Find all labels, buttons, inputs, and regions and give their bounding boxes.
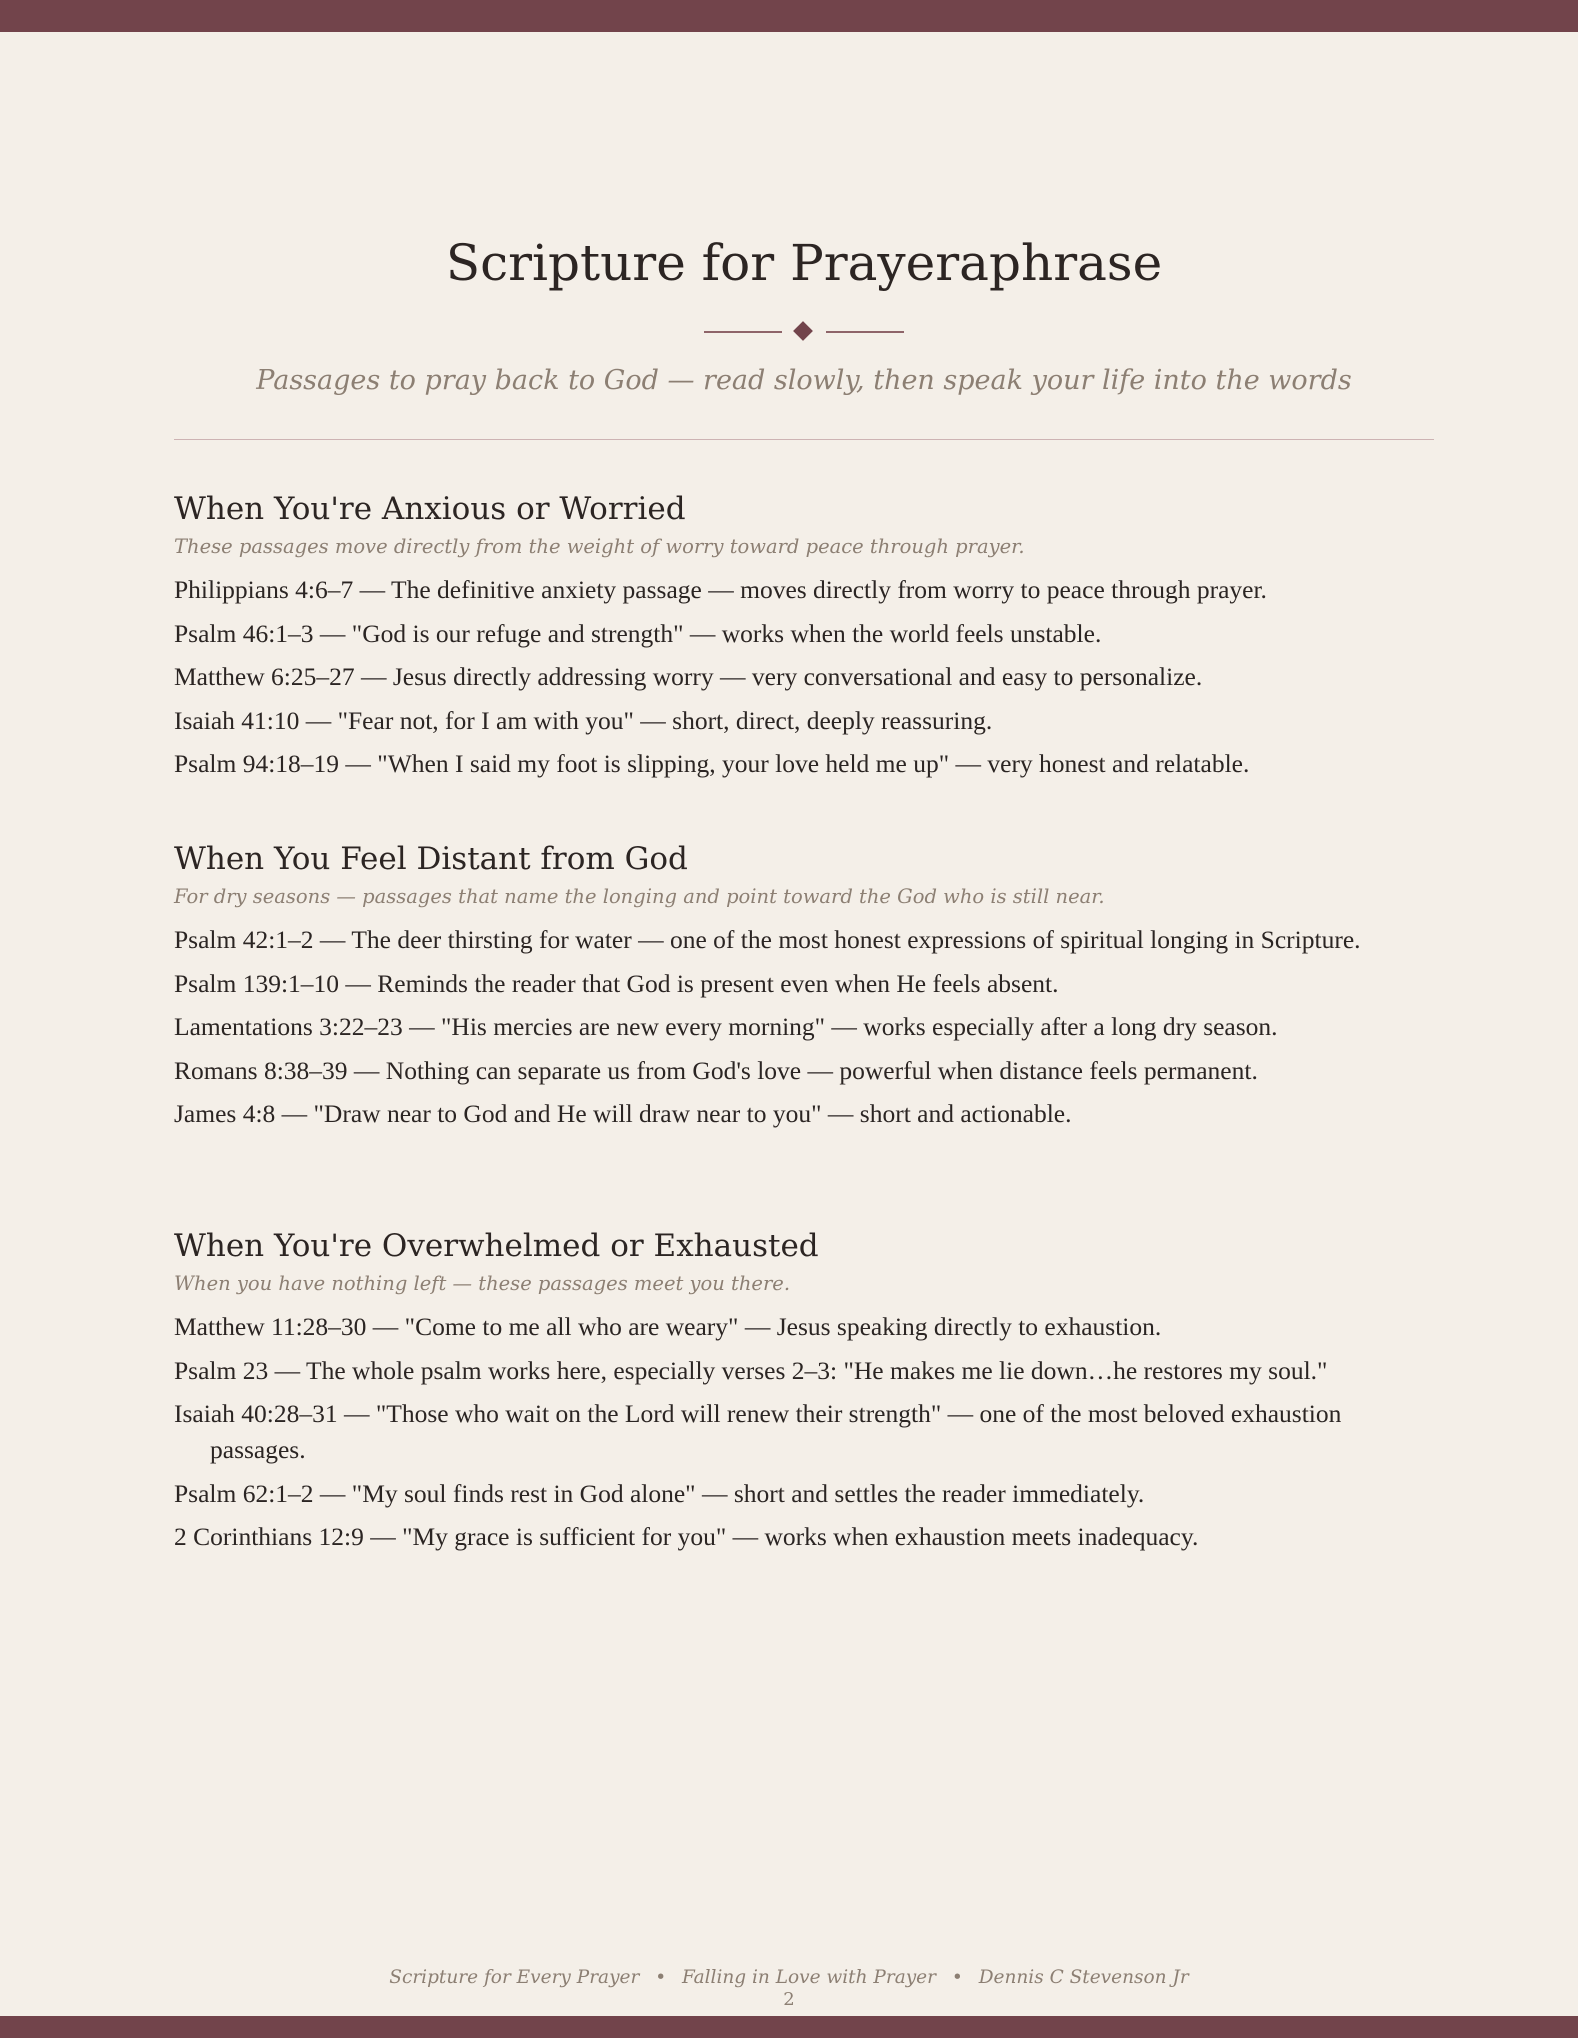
footer-separator: • — [655, 1967, 667, 1988]
passage-item: Lamentations 3:22–23 — "His mercies are new every morning" — works especially after a long dry season. — [174, 1012, 1278, 1041]
page-title: Scripture for Prayeraphrase — [445, 234, 1163, 292]
title-ornament — [704, 318, 904, 344]
passage-item: Romans 8:38–39 — Nothing can separate us from God's love — powerful when distance feels permanent. — [174, 1055, 1258, 1085]
ornament-line-right — [826, 331, 904, 333]
section-description: For dry seasons — passages that name the longing and point toward the God who is still near. — [174, 885, 1105, 908]
passage-item: James 4:8 — "Draw near to God and He will draw near to you" — short and actionable. — [174, 1099, 1072, 1128]
passage-item: Psalm 62:1–2 — "My soul finds rest in God alone" — short and settles the reader immediately. — [174, 1478, 1145, 1508]
ornament-line-left — [704, 331, 782, 333]
diamond-icon — [793, 321, 813, 341]
passage-list — [174, 922, 1434, 1132]
passage-item: Psalm 23 — The whole psalm works here, especially verses 2–3: "He makes me lie down…he restores my soul." — [174, 1355, 1328, 1385]
bottom-accent-bar — [0, 2016, 1578, 2038]
footer-author: Dennis C Stevenson Jr — [978, 1967, 1189, 1988]
passage-item: Isaiah 41:10 — "Fear not, for I am with you" — short, direct, deeply reassuring. — [174, 705, 993, 735]
passage-item: Matthew 6:25–27 — Jesus directly addressing worry — very conversational and easy to personalize. — [174, 662, 1203, 691]
section-description: When you have nothing left — these passages meet you there. — [174, 1272, 791, 1295]
page-subtitle: Passages to pray back to God — read slowly, then speak your life into the words — [256, 365, 1352, 396]
passage-item: Philippians 4:6–7 — The definitive anxiety passage — moves directly from worry to peace through prayer. — [174, 575, 1267, 604]
passage-item: 2 Corinthians 12:9 — "My grace is sufficient for you" — works when exhaustion meets inadequacy. — [174, 1522, 1199, 1551]
section-distant — [174, 838, 1434, 1140]
passage-item: Isaiah 40:28–31 — "Those who wait on the Lord will renew their strength" — one of the most beloved exhaustion passages. — [174, 1399, 1342, 1464]
section-overwhelmed — [174, 1225, 1434, 1563]
passage-list — [174, 1309, 1434, 1555]
passage-item: Psalm 42:1–2 — The deer thirsting for water — one of the most honest expressions of spiritual longing in Scripture. — [174, 925, 1361, 954]
section-heading: When You Feel Distant from God — [174, 841, 688, 877]
passage-item: Psalm 139:1–10 — Reminds the reader that God is present even when He feels absent. — [174, 968, 1059, 998]
section-description: These passages move directly from the weight of worry toward peace through prayer. — [174, 535, 1025, 558]
passage-item: Psalm 46:1–3 — "God is our refuge and strength" — works when the world feels unstable. — [174, 618, 1102, 648]
passage-item: Matthew 11:28–30 — "Come to me all who are weary" — Jesus speaking directly to exhaustion. — [174, 1312, 1162, 1341]
passage-item: Psalm 94:18–19 — "When I said my foot is slipping, your love held me up" — very honest and relatable. — [174, 749, 1250, 778]
passage-list — [174, 572, 1434, 782]
section-heading: When You're Anxious or Worried — [174, 491, 686, 527]
footer-book-title: Scripture for Every Prayer — [389, 1967, 640, 1988]
section-heading: When You're Overwhelmed or Exhausted — [174, 1228, 819, 1264]
section-anxious — [174, 488, 1434, 790]
footer-separator: • — [951, 1967, 963, 1988]
footer-series-title: Falling in Love with Prayer — [682, 1967, 936, 1988]
page-number: 2 — [783, 1989, 795, 2010]
top-accent-bar — [0, 0, 1578, 32]
header-divider — [174, 439, 1434, 440]
